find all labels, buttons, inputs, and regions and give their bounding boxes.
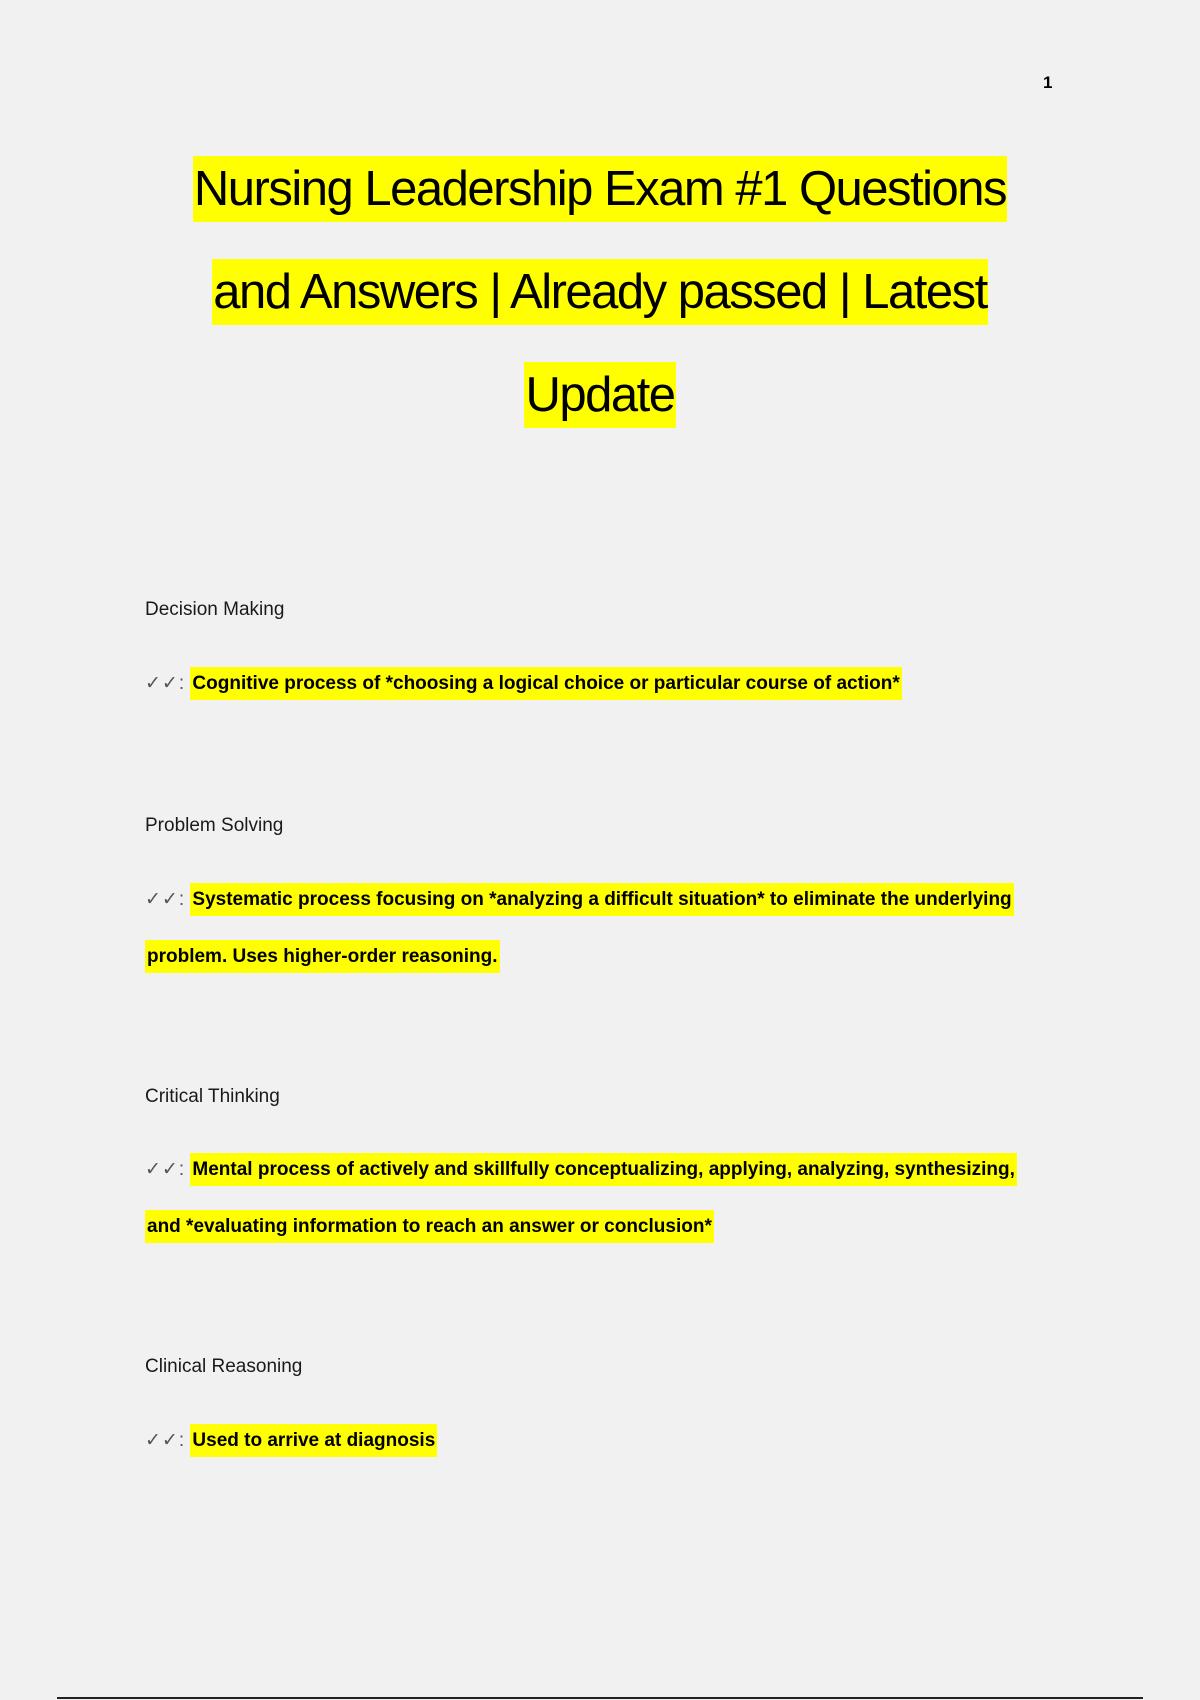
check-mark-icon: ✓✓: <box>145 1159 186 1180</box>
answer-paragraph <box>145 1412 1045 1469</box>
term-label: Decision Making <box>145 599 285 620</box>
term-label: Clinical Reasoning <box>145 1356 303 1377</box>
page-number: 1 <box>1043 73 1053 92</box>
answer-paragraph <box>145 1141 1045 1255</box>
answer-paragraph <box>145 871 1045 985</box>
answer-text: Cognitive process of *choosing a logical choice or particular course of action* <box>190 667 901 700</box>
answer-text: Used to arrive at diagnosis <box>190 1424 437 1457</box>
answer-text: Systematic process focusing on *analyzing a difficult situation* to eliminate the underlying problem. Uses higher-order reasoning. <box>145 883 1014 973</box>
term-label: Critical Thinking <box>145 1086 280 1107</box>
term-label: Problem Solving <box>145 815 284 836</box>
answer-paragraph <box>145 655 1045 712</box>
document-title <box>0 138 1200 447</box>
check-mark-icon: ✓✓: <box>145 889 186 910</box>
answer-text: Mental process of actively and skillfully conceptualizing, applying, analyzing, synthesizing, and *evaluating information to reach an answer or conclusion* <box>145 1153 1017 1243</box>
check-mark-icon: ✓✓: <box>145 673 186 694</box>
title-line: Nursing Leadership Exam #1 Questions <box>0 138 1200 241</box>
title-line: and Answers | Already passed | Latest <box>0 241 1200 344</box>
check-mark-icon: ✓✓: <box>145 1430 186 1451</box>
title-line: Update <box>0 344 1200 447</box>
bottom-rule <box>57 1697 1143 1699</box>
